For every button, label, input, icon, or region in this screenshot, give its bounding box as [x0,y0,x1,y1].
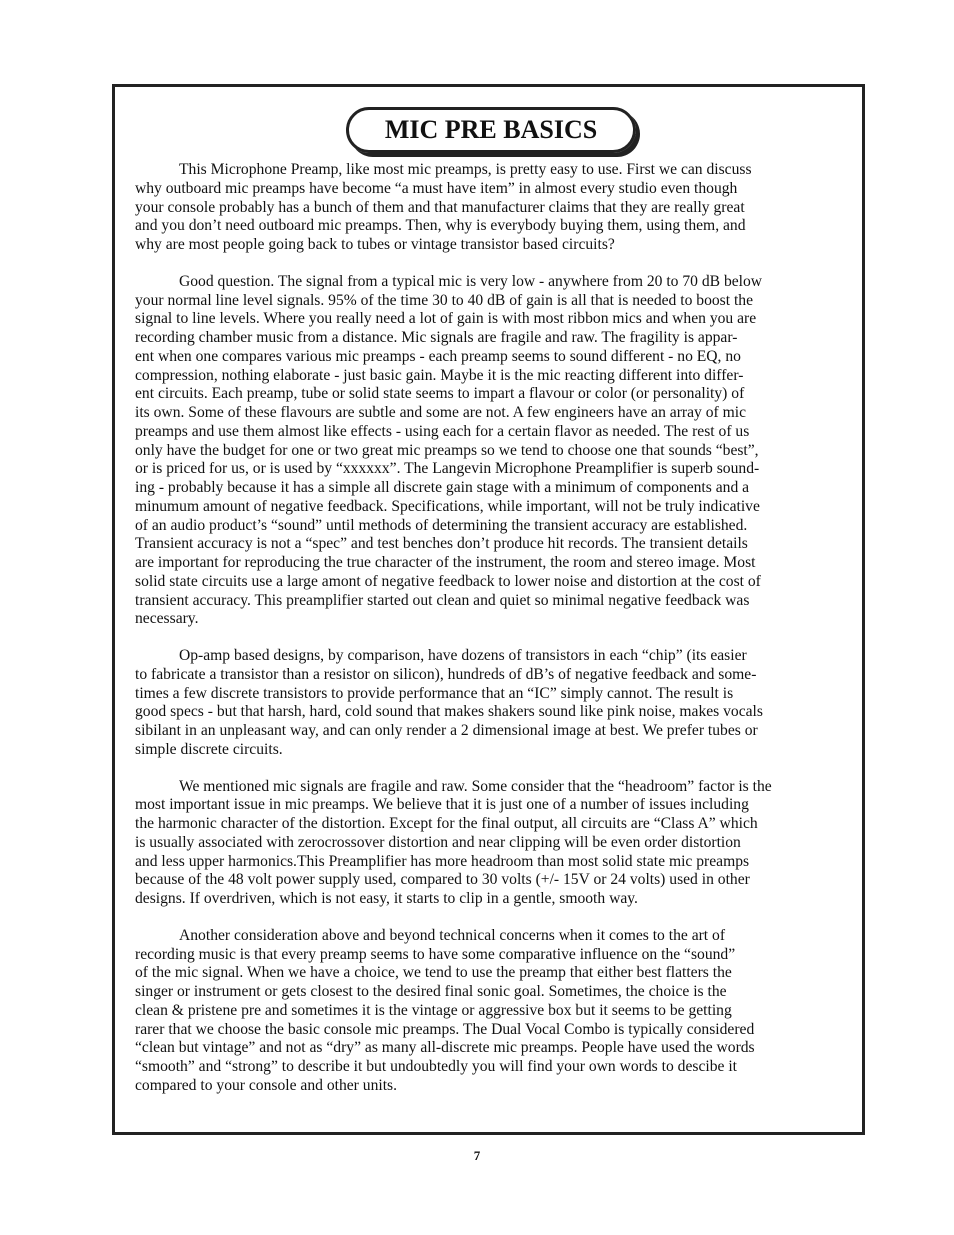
text-line: why are most people going back to tubes or vintage transistor based circuits? [135,236,615,253]
paragraph [135,927,847,1096]
text-line: and less upper harmonics.This Preamplifier has more headroom than most solid state mic preamps [135,852,750,870]
text-line: Good question. The signal from a typical mic is very low - anywhere from 20 to 70 dB below [179,272,763,290]
text-line: This Microphone Preamp, like most mic preamps, is pretty easy to use. First we can discuss [179,161,752,178]
text-line: only have the budget for one or two great mic preamps so we tend to choose one that sounds “best”, [135,441,759,459]
text-line: designs. If overdriven, which is not easy, it starts to clip in a gentle, smooth way. [135,890,638,907]
text-line: solid state circuits use a large amont of negative feedback to lower noise and distortion at the cost of [135,572,761,590]
text-line: We mentioned mic signals are fragile and raw. Some consider that the “headroom” factor is the [179,777,772,795]
text-line: minumum amount of negative feedback. Specifications, while important, will not be truly indicative [135,497,760,515]
text-line: your console probably has a bunch of them and that manufacturer claims that they are really great [135,198,745,216]
text-line: your normal line level signals. 95% of the time 30 to 40 dB of gain is all that is needed to boost the [135,291,754,309]
text-line: simple discrete circuits. [135,740,283,758]
paragraph [135,647,847,760]
text-line: “smooth” and “strong” to describe it but undoubtedly you will find your own words to descibe it [135,1058,737,1075]
text-line: Another consideration above and beyond technical concerns when it comes to the art of [179,926,726,944]
text-line: signal to line levels. Where you really need a lot of gain is with most ribbon mics and when you are [135,310,757,328]
text-line: times a few discrete transistors to provide performance that an “IC” simply cannot. The result is [135,684,734,702]
page-number: 7 [473,1148,481,1163]
text-line: is usually associated with zerocrossover distortion and near clipping will be even order distortion [135,833,741,851]
text-line: of the mic signal. When we have a choice, we tend to use the preamp that either best flatters the [135,964,732,982]
text-line: singer or instrument or gets closest to the desired final sonic goal. Sometimes, the choice is the [135,983,727,1000]
text-line: ing - probably because it has a simple all discrete gain stage with a minimum of components and a [135,479,750,496]
text-line: to fabricate a transistor than a resistor on silicon), hundreds of dB’s of negative feedback and some- [135,665,757,683]
text-line: recording chamber music from a distance. Mic signals are fragile and raw. The fragility is appar- [135,329,738,346]
text-line: recording music is that every preamp seems to have some comparative influence on the “sound” [135,945,736,963]
page-frame [112,84,865,1135]
text-line: most important issue in mic preamps. We believe that it is just one of a number of issues including [135,796,749,814]
paragraph [135,778,847,909]
text-line: rarer that we choose the basic console mic preamps. The Dual Vocal Combo is typically considered [135,1020,755,1038]
text-line: clean & pristene pre and sometimes it is the vintage or aggressive box but it seems to be getting [135,1001,732,1019]
text-line: Op-amp based designs, by comparison, have dozens of transistors in each “chip” (its easier [179,647,747,664]
title-banner [346,107,636,153]
text-line: the harmonic character of the distortion. Except for the final output, all circuits are “Class A” which [135,815,758,832]
text-line: its own. Some of these flavours are subtle and some are not. A few engineers have an array of mic [135,404,746,421]
text-line: “clean but vintage” and not as “dry” as many all-discrete mic preamps. People have used the words [135,1039,755,1057]
text-line: and you don’t need outboard mic preamps. Then, why is everybody buying them, using them, and [135,217,746,235]
text-line: sibilant in an unpleasant way, and can only render a 2 dimensional image at best. We prefer tubes or [135,722,758,739]
text-line: because of the 48 volt power supply used, compared to 30 volts (+/- 15V or 24 volts) used in other [135,871,750,889]
text-line: of an audio product’s “sound” until methods of determining the transient accuracy are established. [135,516,748,534]
text-line: or is priced for us, or is used by “xxxxxx”. The Langevin Microphone Preamplifier is superb sound- [135,460,760,478]
text-line: good specs - but that harsh, hard, cold sound that makes shakers sound like pink noise, makes vocals [135,703,763,721]
text-line: Transient accuracy is not a “spec” and test benches don’t produce hit records. The transient details [135,535,748,553]
page-title: MIC PRE BASICS [384,115,598,144]
text-line: why outboard mic preamps have become “a must have item” in almost every studio even though [135,179,738,197]
paragraph [135,273,847,629]
text-line: ent circuits. Each preamp, tube or solid state seems to impart a flavour or color (or personality) of [135,385,745,403]
body-text [135,161,847,1114]
paragraph [135,161,847,255]
text-line: are important for reproducing the true character of the instrument, the room and stereo image. Most [135,554,756,571]
text-line: compression, nothing elaborate - just basic gain. Maybe it is the mic reacting different into differ- [135,366,744,384]
text-line: preamps and use them almost like effects - using each for a certain flavor as needed. The rest of us [135,422,750,440]
text-line: transient accuracy. This preamplifier started out clean and quiet so minimal negative feedback was [135,591,750,609]
text-line: compared to your console and other units. [135,1076,397,1094]
text-line: ent when one compares various mic preamps - each preamp seems to sound different - no EQ, no [135,347,741,365]
text-line: necessary. [135,610,199,628]
